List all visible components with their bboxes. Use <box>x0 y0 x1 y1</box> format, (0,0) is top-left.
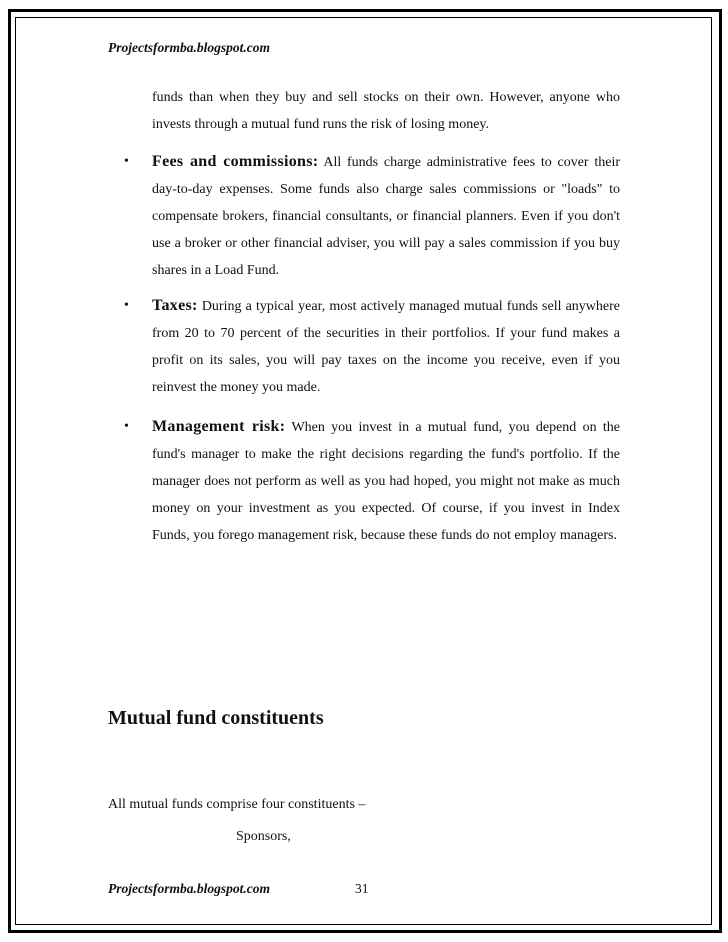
bullet-taxes-term: Taxes: <box>152 297 198 314</box>
section-body: All mutual funds comprise four constituents – <box>108 797 366 812</box>
section-title: Mutual fund constituents <box>108 707 324 729</box>
bullet-management <box>152 413 620 549</box>
bullet-taxes <box>152 292 620 401</box>
bullet-fees <box>152 148 620 284</box>
bullet-management-text: When you invest in a mutual fund, you depend on the fund's manager to make the right decisions regarding the fund's portfolio. If the manager does not perform as well as you had hoped, you might not make as much money on your investment as you expected. Of course, if you invest in Index Funds, you forego management risk, because these funds do not employ managers. <box>152 420 621 543</box>
bullet-fees-text: All funds charge administrative fees to cover their day-to-day expenses. Some funds also charge sales commissions or "loads" to compensate brokers, financial consultants, or financial planners. Even if you don't use a broker or other financial adviser, you will pay a sales commission if you buy shares in a Load Fund. <box>152 155 620 278</box>
bullet-taxes-text: During a typical year, most actively managed mutual funds sell anywhere from 20 to 70 percent of the securities in their portfolios. If your fund makes a profit on its sales, you will pay taxes on the income you receive, even if you reinvest the money you made. <box>152 299 621 395</box>
page-number: 31 <box>355 881 369 896</box>
bullet-management-term: Management risk: <box>152 418 286 435</box>
bullet-fees-symbol: • <box>124 154 129 169</box>
bullet-taxes-symbol: • <box>124 298 129 313</box>
constituent-sponsors: Sponsors, <box>236 829 291 844</box>
intro-paragraph: funds than when they buy and sell stocks on their own. However, anyone who invests through a mutual fund runs the risk of losing money. <box>152 90 620 132</box>
bullet-management-symbol: • <box>124 419 129 434</box>
header-site: Projectsformba.blogspot.com <box>108 40 270 55</box>
footer-site: Projectsformba.blogspot.com <box>108 881 270 896</box>
bullet-fees-term: Fees and commissions: <box>152 153 319 170</box>
